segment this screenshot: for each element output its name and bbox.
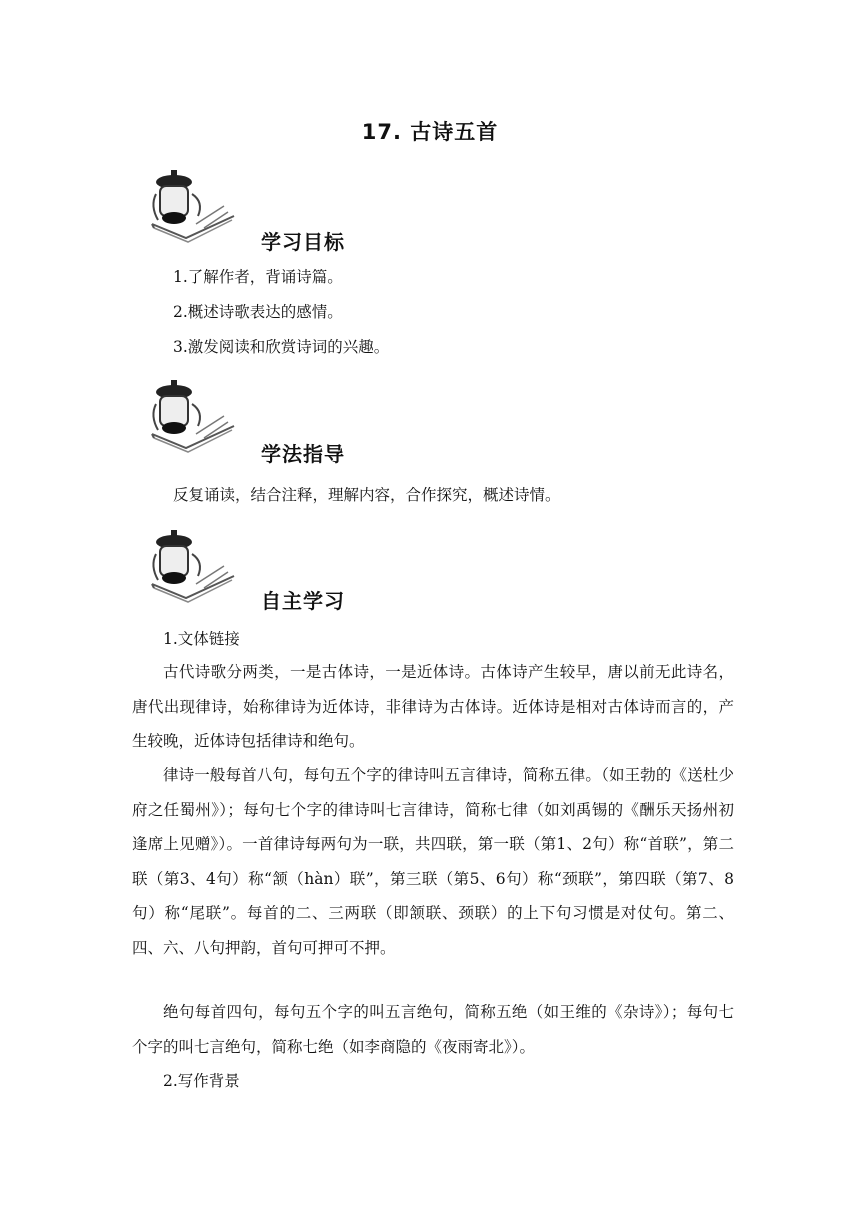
- paragraph-genre-2: 律诗一般每首八句，每句五个字的律诗叫五言律诗，简称五律。（如王勃的《送杜少府之任蜀州》）；每句七个字的律诗叫七言律诗，简称七律（如刘禹锡的《酬乐天扬州初逢席上见赠》）。一首律诗每两句为一联，共四联，第一联（第1、2句）称“首联”，第二联（第3、4句）称“颔（hàn）联”，第三联（第5、6句）称“颈联”，第四联（第7、8句）称“尾联”。每首的二、三两联（即颔联、颈联）的上下句习惯是对仗句。第二、四、六、八句押韵，首句可押可不押。: [132, 766, 734, 957]
- subheading-background: 2.写作背景: [163, 1072, 240, 1090]
- paragraph-genre-1: 古代诗歌分两类，一是古体诗，一是近体诗。古体诗产生较早，唐以前无此诗名，唐代出现律诗，始称律诗为近体诗，非律诗为古体诗。近体诗是相对古体诗而言的，产生较晚，近体诗包括律诗和绝句。: [132, 663, 734, 750]
- section-heading-self-study: 自主学习: [261, 589, 345, 613]
- goal-item: 2.概述诗歌表达的感情。: [173, 303, 343, 321]
- goal-item: 1.了解作者，背诵诗篇。: [173, 268, 343, 286]
- method-text: 反复诵读，结合注释，理解内容，合作探究，概述诗情。: [173, 486, 561, 504]
- subheading-genre-link: 1.文体链接: [163, 630, 240, 648]
- goal-item: 3.激发阅读和欣赏诗词的兴趣。: [173, 338, 390, 356]
- lantern-reading-icon: [146, 166, 236, 246]
- page-title: 17. 古诗五首: [361, 120, 499, 144]
- lantern-reading-icon: [146, 526, 236, 606]
- paragraph-genre-3: 绝句每首四句，每句五个字的叫五言绝句，简称五绝（如王维的《杂诗》）；每句七个字的叫七言绝句，简称七绝（如李商隐的《夜雨寄北》）。: [132, 1003, 734, 1056]
- lantern-reading-icon: [146, 376, 236, 456]
- section-heading-goals: 学习目标: [261, 230, 345, 254]
- section-heading-method: 学法指导: [261, 442, 345, 466]
